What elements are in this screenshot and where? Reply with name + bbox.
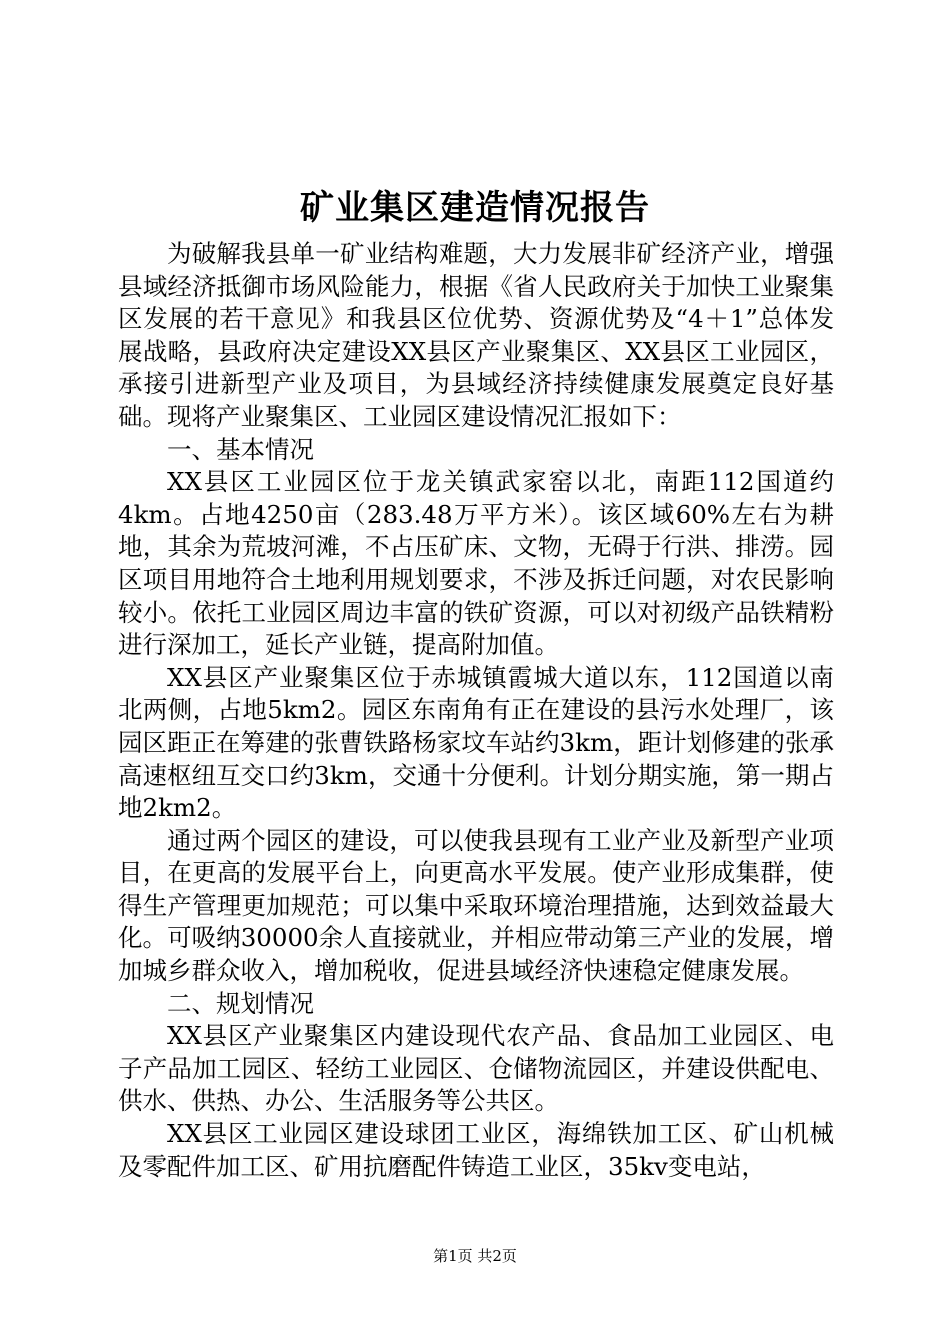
paragraph-industry-cluster: XX县区产业聚集区位于赤城镇霞城大道以东，112国道以南北两侧，占地5km2。园区东南角有正在建设的县污水处理厂，该园区距正在筹建的张曹铁路杨家坟车站约3km，距计划修建的张承高速枢纽互交口约3km，交通十分便利。计划分期实施，第一期占地2km2。 — [118, 662, 834, 823]
paragraph-intro: 为破解我县单一矿业结构难题，大力发展非矿经济产业，增强县域经济抵御市场风险能力，根据《省人民政府关于加快工业聚集区发展的若干意见》和我县区位优势、资源优势及“4＋1”总体发展战略，县政府决定建设XX县区产业聚集区、XX县区工业园区，承接引进新型产业及项目，为县域经济持续健康发展奠定良好基础。现将产业聚集区、工业园区建设情况汇报如下： — [118, 239, 834, 431]
section-heading-planning: 二、规划情况 — [167, 988, 314, 1018]
paragraph-cluster-planning: XX县区产业聚集区内建设现代农产品、食品加工业园区、电子产品加工园区、轻纺工业园区、仓储物流园区，并建设供配电、供水、供热、办公、生活服务等公共区。 — [118, 1021, 834, 1116]
document-body — [118, 238, 834, 1183]
paragraph-benefits: 通过两个园区的建设，可以使我县现有工业产业及新型产业项目，在更高的发展平台上，向更高水平发展。使产业形成集群，使得生产管理更加规范；可以集中采取环境治理措施，达到效益最大化。可吸纳30000余人直接就业，并相应带动第三产业的发展，增加城乡群众收入，增加税收，促进县域经济快速稳定健康发展。 — [118, 825, 834, 986]
paragraph-industrial-park: XX县区工业园区位于龙关镇武家窑以北，南距112国道约4km。占地4250亩（283.48万平方米）。该区域60%左右为耕地，其余为荒坡河滩，不占压矿床、文物，无碍于行洪、排涝。园区项目用地符合土地利用规划要求，不涉及拆迁问题，对农民影响较小。依托工业园区周边丰富的铁矿资源，可以对初级产品铁精粉进行深加工，延长产业链，提高附加值。 — [118, 467, 834, 660]
document-title: 矿业集区建造情况报告 — [300, 188, 650, 228]
page-footer: 第1页 共2页 — [433, 1247, 517, 1265]
section-heading-basic: 一、基本情况 — [167, 434, 314, 464]
paragraph-park-planning: XX县区工业园区建设球团工业区，海绵铁加工区、矿山机械及零配件加工区、矿用抗磨配件铸造工业区，35kv变电站， — [118, 1119, 834, 1181]
